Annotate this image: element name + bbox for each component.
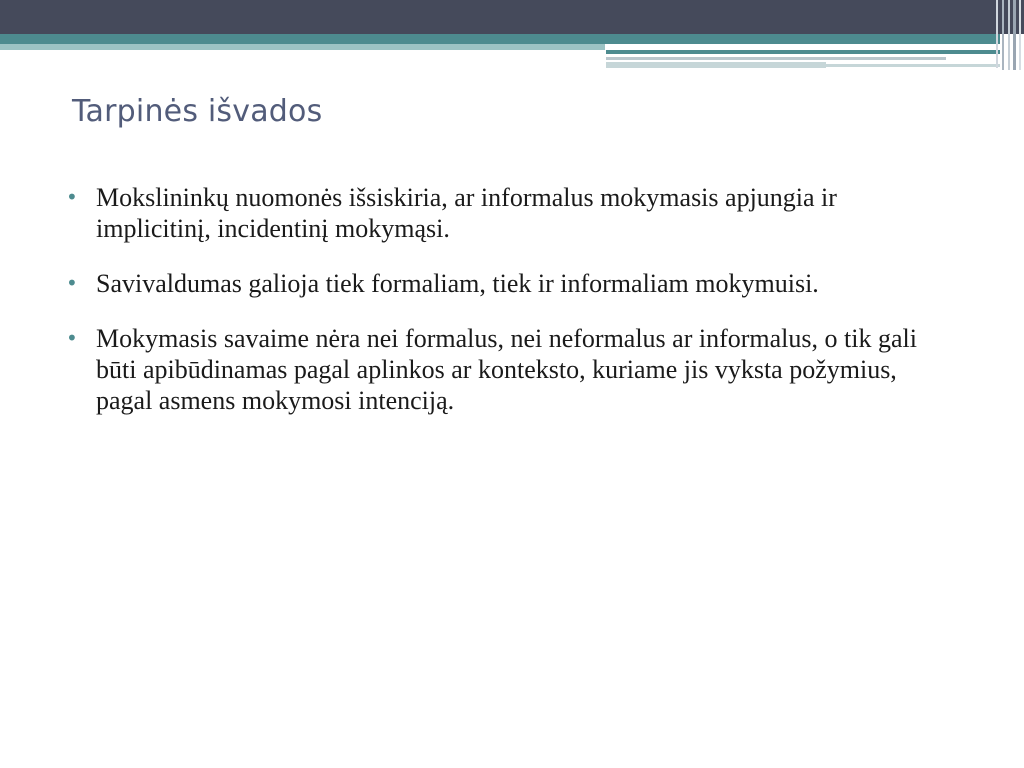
bullet-text: Mokymasis savaime nėra nei formalus, nei neformalus ar informalus, o tik gali būti apibūdinamas pagal aplinkos ar konteksto, kuriame jis vyksta požymius, pagal asmens mokymosi intenciją. — [96, 324, 917, 415]
list-item — [66, 323, 946, 416]
bullet-icon: • — [66, 185, 78, 209]
header-accent-line — [826, 64, 1000, 67]
header-accent-line — [606, 62, 826, 68]
header-accent-line — [606, 50, 1000, 54]
header-accent-line — [606, 57, 946, 60]
corner-stripe — [1013, 0, 1016, 70]
bullet-icon: • — [66, 326, 78, 350]
slide-title: Tarpinės išvados — [72, 94, 323, 129]
header-dark-bar — [0, 0, 1024, 34]
corner-stripe — [1019, 0, 1021, 70]
corner-stripe — [1008, 0, 1010, 70]
corner-stripe — [1002, 0, 1004, 70]
header-teal-bar — [0, 34, 1000, 44]
bullet-text: Savivaldumas galioja tiek formaliam, tiek ir informaliam mokymuisi. — [96, 269, 819, 298]
bullet-list — [66, 182, 946, 440]
header-light-teal-bar — [0, 44, 605, 50]
list-item — [66, 268, 946, 299]
bullet-text: Mokslininkų nuomonės išsiskiria, ar informalus mokymasis apjungia ir implicitinį, incidentinį mokymąsi. — [96, 183, 837, 243]
corner-stripe — [996, 0, 998, 68]
list-item — [66, 182, 946, 244]
bullet-icon: • — [66, 271, 78, 295]
